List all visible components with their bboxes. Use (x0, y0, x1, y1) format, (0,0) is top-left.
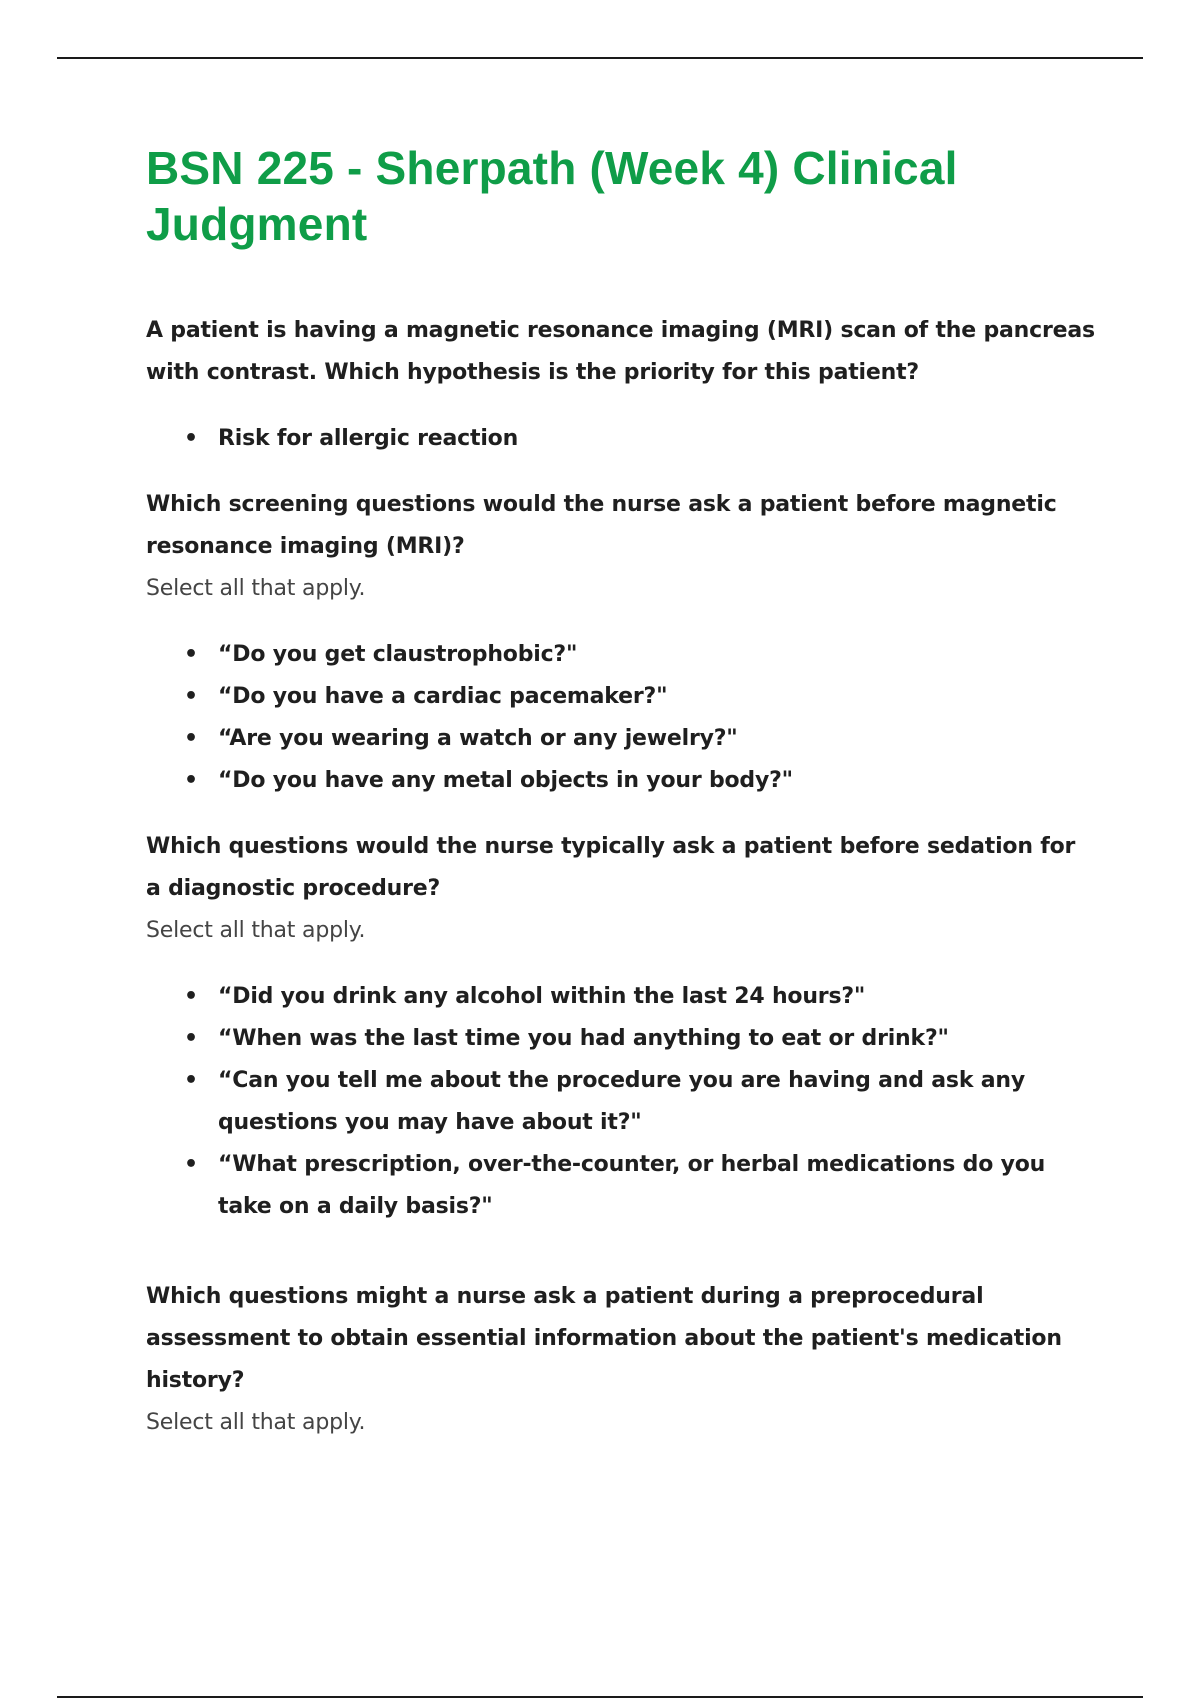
answer-text: “When was the last time you had anything to eat or drink?" (218, 1026, 949, 1051)
answer-item (184, 718, 1096, 760)
bullet-icon: • (184, 684, 198, 709)
answer-text: “Are you wearing a watch or any jewelry?" (218, 726, 738, 751)
answer-list (146, 418, 1096, 460)
question-block (146, 826, 1096, 1228)
question-text: A patient is having a magnetic resonance imaging (MRI) scan of the pancreas with contrast. Which hypothesis is the priority for this patient? (146, 318, 1095, 385)
bottom-rule (57, 1696, 1143, 1698)
answer-text: “Can you tell me about the procedure you are having and ask any questions you may have about it?" (218, 1068, 1025, 1135)
answer-item (184, 1144, 1096, 1228)
answer-text: “What prescription, over-the-counter, or herbal medications do you take on a daily basis?" (218, 1152, 1046, 1219)
answer-item (184, 418, 1096, 460)
bullet-icon: • (184, 726, 198, 751)
answer-item (184, 1060, 1096, 1144)
answer-list (146, 976, 1096, 1228)
question-text: Which screening questions would the nurse ask a patient before magnetic resonance imaging (MRI)? (146, 492, 1057, 559)
answer-text: Risk for allergic reaction (218, 426, 519, 451)
answer-text: “Did you drink any alcohol within the last 24 hours?" (218, 984, 866, 1009)
instruction-text: Select all that apply. (146, 1410, 366, 1435)
document-body (146, 140, 1096, 1444)
answer-text: “Do you have any metal objects in your body?" (218, 768, 793, 793)
answer-text: “Do you have a cardiac pacemaker?" (218, 684, 668, 709)
bullet-icon: • (184, 984, 198, 1009)
bullet-icon: • (184, 1152, 198, 1177)
answer-list (146, 634, 1096, 802)
top-rule (57, 57, 1143, 59)
question-block (146, 484, 1096, 802)
instruction-text: Select all that apply. (146, 918, 366, 943)
answer-item (184, 1018, 1096, 1060)
bullet-icon: • (184, 768, 198, 793)
question-block (146, 1276, 1096, 1444)
answer-item (184, 976, 1096, 1018)
answer-text: “Do you get claustrophobic?" (218, 642, 578, 667)
answer-item (184, 634, 1096, 676)
bullet-icon: • (184, 426, 198, 451)
answer-item (184, 676, 1096, 718)
bullet-icon: • (184, 1026, 198, 1051)
question-text: Which questions would the nurse typically ask a patient before sedation for a diagnostic procedure? (146, 834, 1076, 901)
bullet-icon: • (184, 642, 198, 667)
bullet-icon: • (184, 1068, 198, 1093)
question-text: Which questions might a nurse ask a patient during a preprocedural assessment to obtain essential information about the patient's medication history? (146, 1284, 1062, 1393)
instruction-text: Select all that apply. (146, 576, 366, 601)
answer-item (184, 760, 1096, 802)
document-title: BSN 225 - Sherpath (Week 4) Clinical Judgment (146, 142, 958, 250)
question-block (146, 310, 1096, 460)
